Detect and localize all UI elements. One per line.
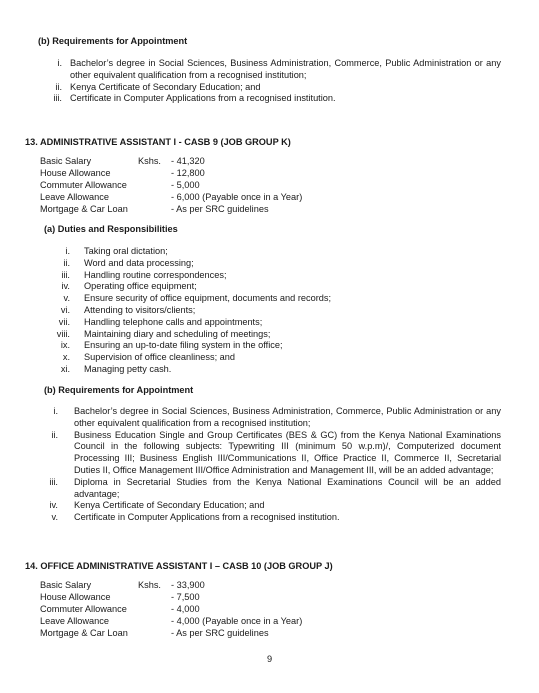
table-row: Leave Allowance - 4,000 (Payable once in a Year) bbox=[40, 616, 303, 626]
item-number: ii. bbox=[63, 257, 70, 268]
section-13-salary-table bbox=[40, 156, 302, 216]
section-14-title: 14. OFFICE ADMINISTRATIVE ASSISTANT I – CASB 10 (JOB GROUP J) bbox=[25, 561, 333, 571]
list-item bbox=[38, 430, 501, 477]
list-item bbox=[48, 246, 368, 258]
item-text: Word and data processing; bbox=[84, 257, 194, 268]
section-13-duties-heading: (a) Duties and Responsibilities bbox=[44, 224, 178, 234]
item-text: Managing petty cash. bbox=[84, 363, 172, 374]
item-number: iv. bbox=[49, 500, 58, 511]
item-text: Bachelor’s degree in Social Sciences, Business Administration, Commerce, Public Administration or any other equivalent qualification from a recognised institution; bbox=[70, 58, 501, 80]
item-text: Diploma in Secretarial Studies from the Kenya National Examinations Council will be an added advantage; bbox=[74, 476, 501, 499]
item-number: x. bbox=[62, 352, 70, 363]
table-row: Mortgage & Car Loan - As per SRC guidelines bbox=[40, 204, 269, 214]
item-text: Business Education Single and Group Certificates (BES & GC) from the Kenya National Examinations Council in the following subjects: Typewriting III (minimum 50 w.p.m)/, Computerized document Processing III; Business English III/Communications II, Office Practice II, Commerce II, Secretarial Duties II, Office Management III/Office Administration and Management III, will be an added advantage; bbox=[74, 429, 501, 475]
item-text: Certificate in Computer Applications from a recognised institution. bbox=[70, 93, 336, 104]
item-number: xi. bbox=[60, 363, 70, 374]
section-13-requirements-heading: (b) Requirements for Appointment bbox=[44, 385, 194, 395]
top-requirements-heading: (b) Requirements for Appointment bbox=[38, 36, 188, 46]
item-text: Operating office equipment; bbox=[84, 281, 197, 292]
list-item bbox=[38, 58, 501, 82]
section-14-salary-table bbox=[40, 580, 302, 640]
list-item bbox=[48, 305, 368, 317]
list-item bbox=[48, 329, 368, 341]
item-text: Ensuring an up-to-date filing system in the office; bbox=[84, 340, 283, 351]
item-number: vi. bbox=[60, 304, 70, 315]
item-number: iii. bbox=[49, 476, 58, 487]
list-item bbox=[38, 500, 501, 512]
item-text: Handling routine correspondences; bbox=[84, 269, 227, 280]
list-item bbox=[38, 477, 501, 501]
section-13-duties-list bbox=[48, 246, 368, 376]
item-text: Kenya Certificate of Secondary Education; and bbox=[74, 500, 265, 511]
list-item bbox=[48, 258, 368, 270]
item-number: vii. bbox=[58, 316, 70, 327]
section-13-title: 13. ADMINISTRATIVE ASSISTANT I - CASB 9 (JOB GROUP K) bbox=[25, 137, 291, 147]
section-13-requirements-list bbox=[38, 406, 501, 524]
item-text: Supervision of office cleanliness; and bbox=[84, 352, 236, 363]
list-item bbox=[48, 340, 368, 352]
item-number: iii. bbox=[61, 269, 70, 280]
list-item bbox=[38, 82, 501, 94]
page-number: 9 bbox=[266, 654, 273, 664]
item-text: Maintaining diary and scheduling of meetings; bbox=[84, 328, 271, 339]
item-number: i. bbox=[57, 58, 62, 68]
item-text: Handling telephone calls and appointments; bbox=[84, 316, 263, 327]
item-text: Certificate in Computer Applications from a recognised institution. bbox=[74, 512, 340, 523]
top-requirements-list bbox=[38, 58, 501, 105]
table-row: House Allowance - 12,800 bbox=[40, 168, 205, 178]
list-item bbox=[48, 364, 368, 376]
item-number: iii. bbox=[53, 93, 62, 104]
item-number: v. bbox=[63, 293, 70, 304]
item-text: Ensure security of office equipment, documents and records; bbox=[84, 293, 332, 304]
item-number: ii. bbox=[55, 81, 62, 92]
item-text: Taking oral dictation; bbox=[84, 246, 168, 256]
list-item bbox=[48, 281, 368, 293]
table-row: House Allowance - 7,500 bbox=[40, 592, 200, 602]
list-item bbox=[48, 270, 368, 282]
table-row: Mortgage & Car Loan - As per SRC guidelines bbox=[40, 628, 269, 638]
table-row: Leave Allowance - 6,000 (Payable once in a Year) bbox=[40, 192, 303, 202]
item-text: Bachelor’s degree in Social Sciences, Business Administration, Commerce, Public Administration or any other equivalent qualification from a recognised institution; bbox=[74, 406, 501, 428]
item-number: i. bbox=[53, 406, 58, 416]
item-text: Attending to visitors/clients; bbox=[84, 304, 196, 315]
table-row: Basic Salary Kshs. - 41,320 bbox=[40, 156, 205, 166]
item-number: v. bbox=[51, 512, 58, 523]
table-row: Commuter Allowance - 5,000 bbox=[40, 180, 200, 190]
list-item bbox=[38, 406, 501, 430]
item-number: iv. bbox=[61, 281, 70, 292]
item-number: ii. bbox=[51, 429, 58, 440]
list-item bbox=[48, 317, 368, 329]
list-item bbox=[48, 293, 368, 305]
table-row: Commuter Allowance - 4,000 bbox=[40, 604, 200, 614]
item-number: i. bbox=[65, 246, 70, 256]
list-item bbox=[38, 93, 501, 105]
item-number: viii. bbox=[56, 328, 70, 339]
list-item bbox=[48, 352, 368, 364]
item-text: Kenya Certificate of Secondary Education; and bbox=[70, 81, 261, 92]
table-row: Basic Salary Kshs. - 33,900 bbox=[40, 580, 205, 590]
list-item bbox=[38, 512, 501, 524]
item-number: ix. bbox=[60, 340, 70, 351]
